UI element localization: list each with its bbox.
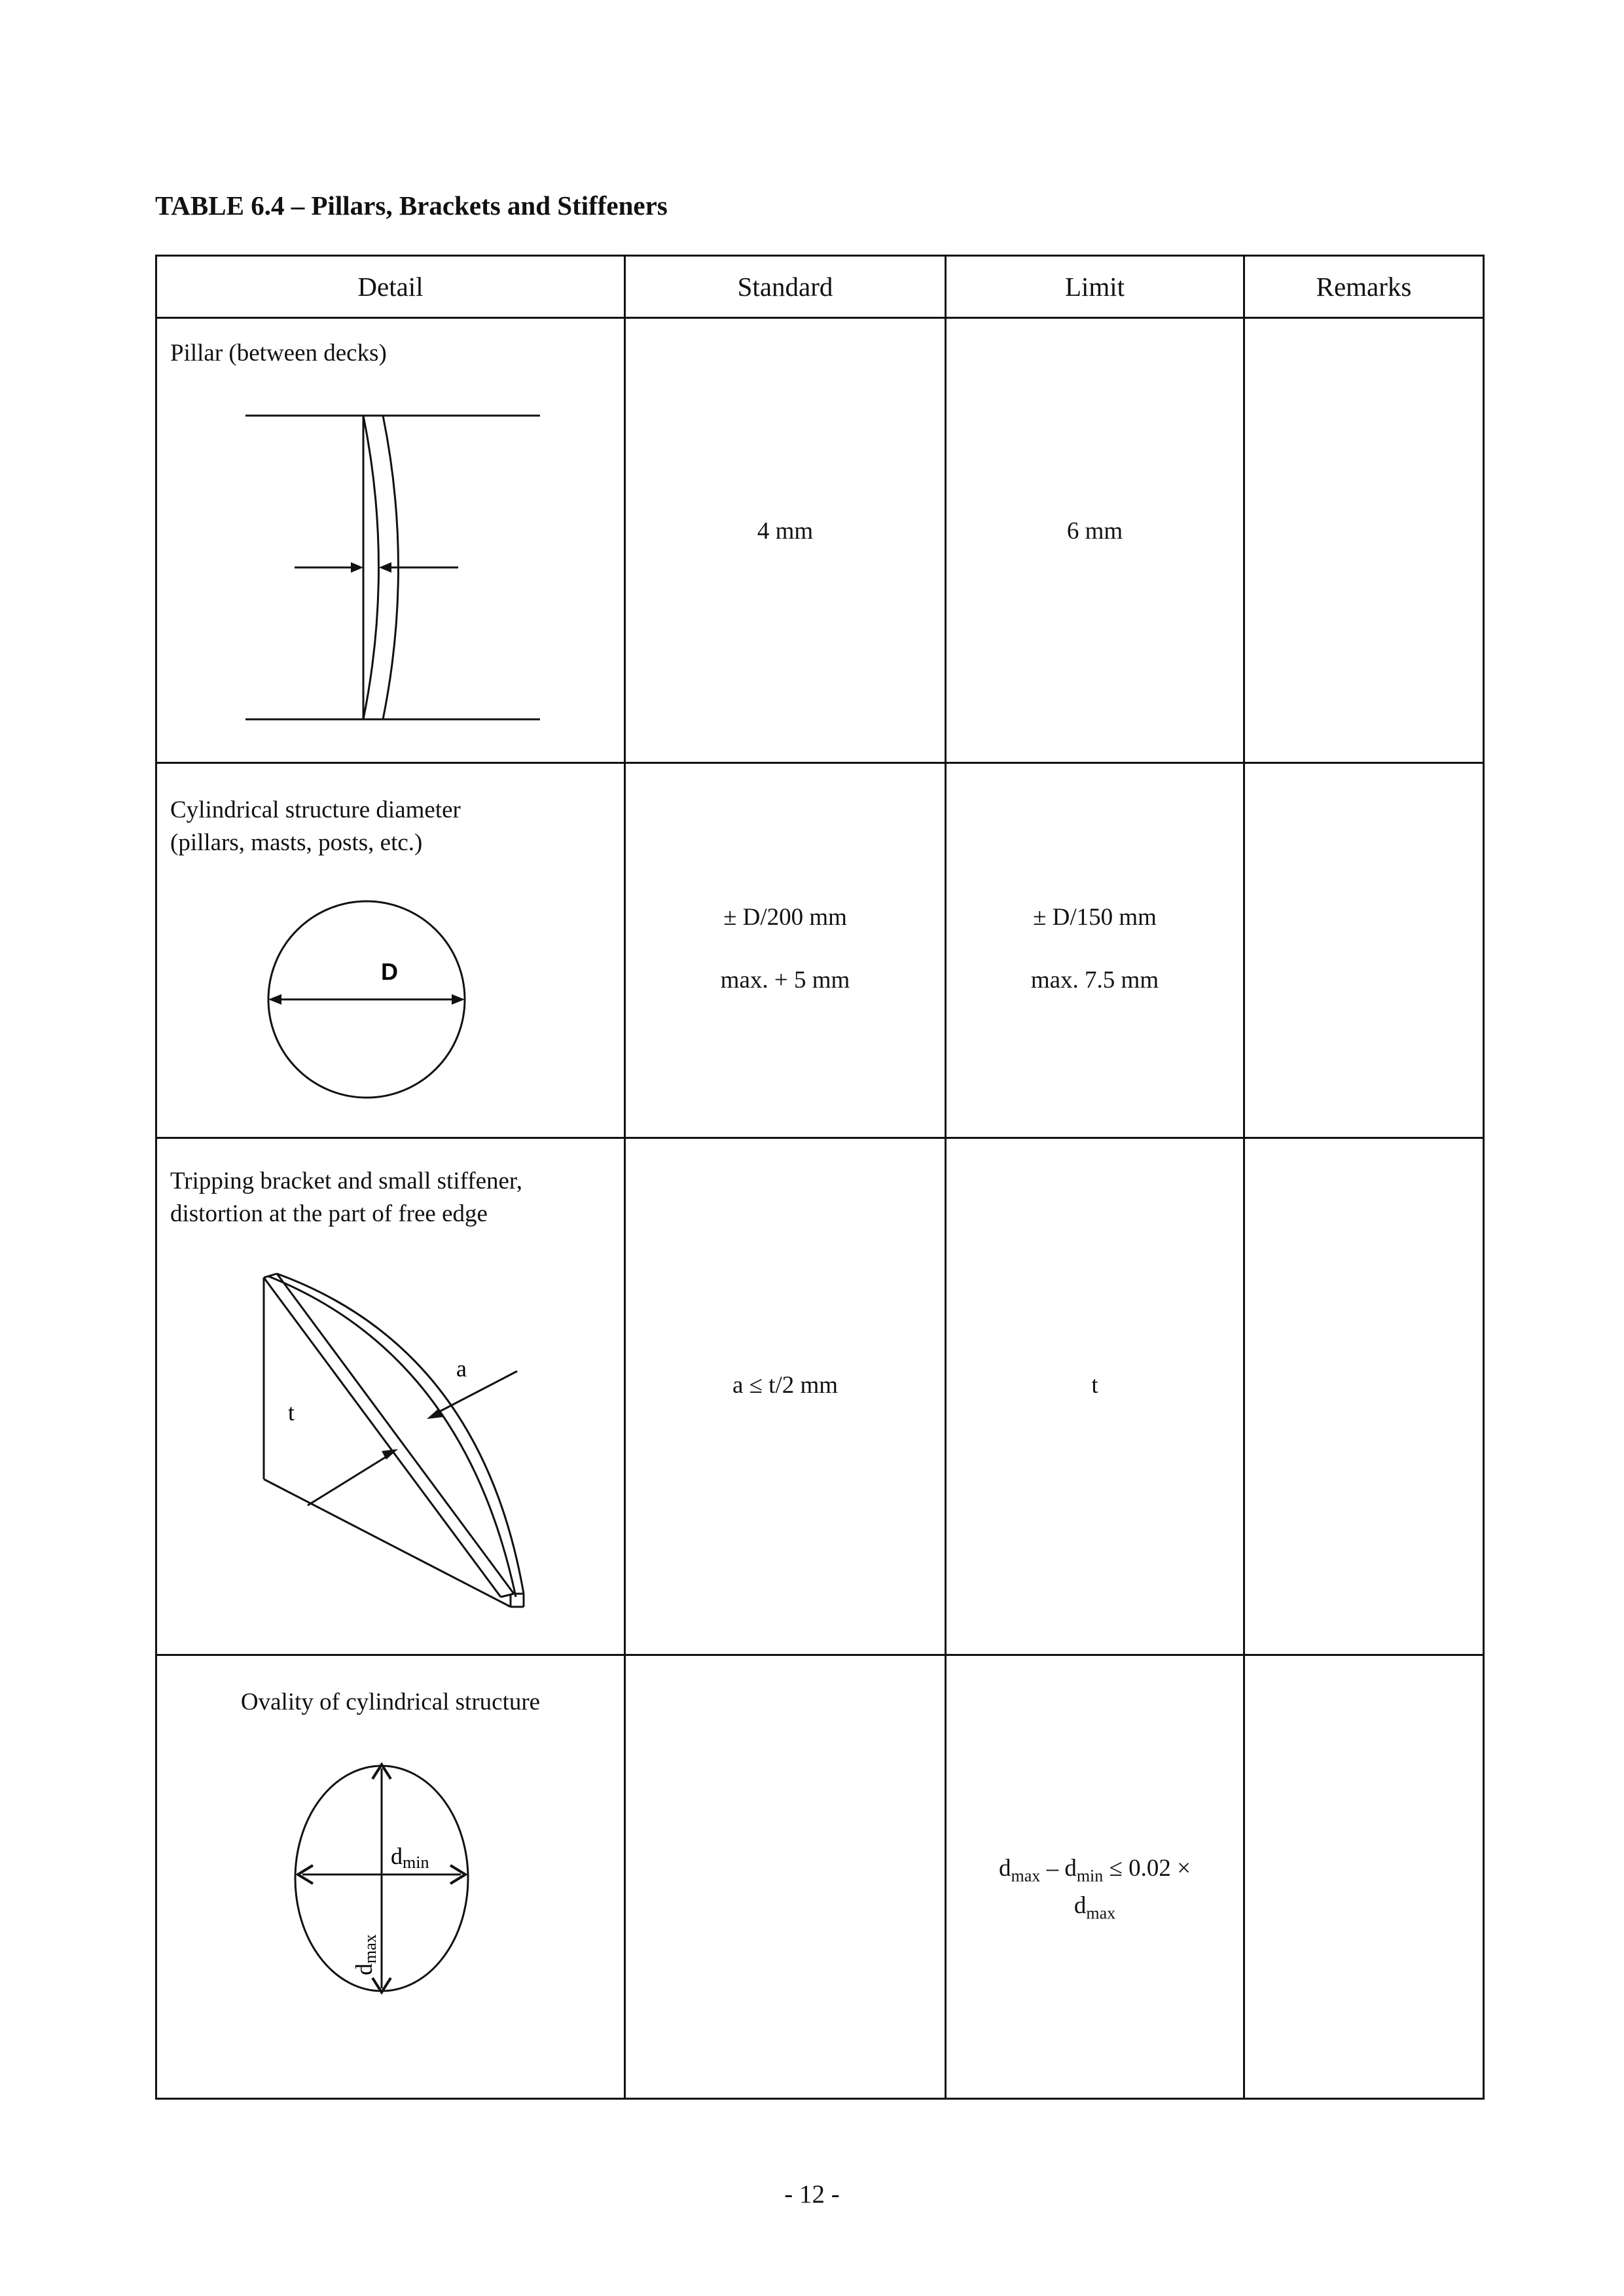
page-number: - 12 - xyxy=(784,2180,840,2208)
pillar-figure xyxy=(157,319,626,764)
detail-cell xyxy=(156,318,625,763)
header-limit: Limit xyxy=(946,256,1244,318)
table-row-pillar xyxy=(156,318,1484,763)
svg-text:dmin xyxy=(391,1843,429,1872)
diameter-figure xyxy=(157,764,626,1139)
standard-value: a ≤ t/2 mm xyxy=(732,1372,839,1399)
standard-value-line2: max. + 5 mm xyxy=(720,967,850,994)
label-dmax-sub: max xyxy=(361,1934,380,1964)
limit-cell xyxy=(946,1655,1244,2099)
limit-value-line2: max. 7.5 mm xyxy=(1030,967,1159,994)
standard-value-line1: ± D/200 mm xyxy=(723,904,847,931)
limit-cell xyxy=(946,318,1244,763)
diameter-label: D xyxy=(381,958,398,985)
table-row-cylindrical-diameter xyxy=(156,763,1484,1138)
header-remarks: Remarks xyxy=(1244,256,1484,318)
ovality-figure xyxy=(157,1656,626,2100)
table-title: TABLE 6.4 – Pillars, Brackets and Stiffeners xyxy=(155,190,668,221)
limit-cell xyxy=(946,763,1244,1138)
label-t: t xyxy=(287,1399,295,1426)
standard-cell xyxy=(625,763,946,1138)
detail-cell xyxy=(156,1655,625,2099)
detail-label: Cylindrical structure diameter (pillars, masts, posts, etc.) xyxy=(170,797,461,856)
label-dmin-base: d xyxy=(391,1843,403,1869)
limit-formula xyxy=(947,1852,1243,1930)
remarks-cell xyxy=(1244,763,1484,1138)
limit-formula-line2: $d_{max}$ xyxy=(1074,1892,1116,1923)
header-detail: Detail xyxy=(156,256,625,318)
header-standard: Standard xyxy=(625,256,946,318)
detail-cell xyxy=(156,1138,625,1655)
limit-value: t xyxy=(1091,1372,1098,1399)
remarks-cell xyxy=(1244,1655,1484,2099)
remarks-cell xyxy=(1244,1138,1484,1655)
label-dmin-sub: min xyxy=(403,1853,429,1872)
table-row-ovality xyxy=(156,1655,1484,2099)
table-row-tripping-bracket xyxy=(156,1138,1484,1655)
svg-text:dmax xyxy=(351,1934,380,1975)
detail-label: Ovality of cylindrical structure xyxy=(240,1689,541,1715)
standard-cell xyxy=(625,318,946,763)
standard-cell xyxy=(625,1138,946,1655)
remarks-cell xyxy=(1244,318,1484,763)
limit-value-line1: ± D/150 mm xyxy=(1033,904,1157,931)
limit-cell xyxy=(946,1138,1244,1655)
limit-value: 6 mm xyxy=(1066,518,1123,545)
detail-label: Pillar (between decks) xyxy=(170,340,387,367)
standard-value: 4 mm xyxy=(757,518,814,545)
table-header-row xyxy=(156,256,1484,318)
label-dmax-base: d xyxy=(351,1964,377,1975)
bracket-figure xyxy=(157,1139,626,1656)
standard-cell xyxy=(625,1655,946,2099)
tolerance-table xyxy=(155,255,1485,2100)
limit-formula-line1: $d_{max} - d_{min} \le 0.02$ × xyxy=(999,1855,1191,1886)
detail-label: Tripping bracket and small stiffener, distortion at the part of free edge xyxy=(170,1168,522,1227)
detail-cell xyxy=(156,763,625,1138)
label-a: a xyxy=(456,1355,467,1382)
